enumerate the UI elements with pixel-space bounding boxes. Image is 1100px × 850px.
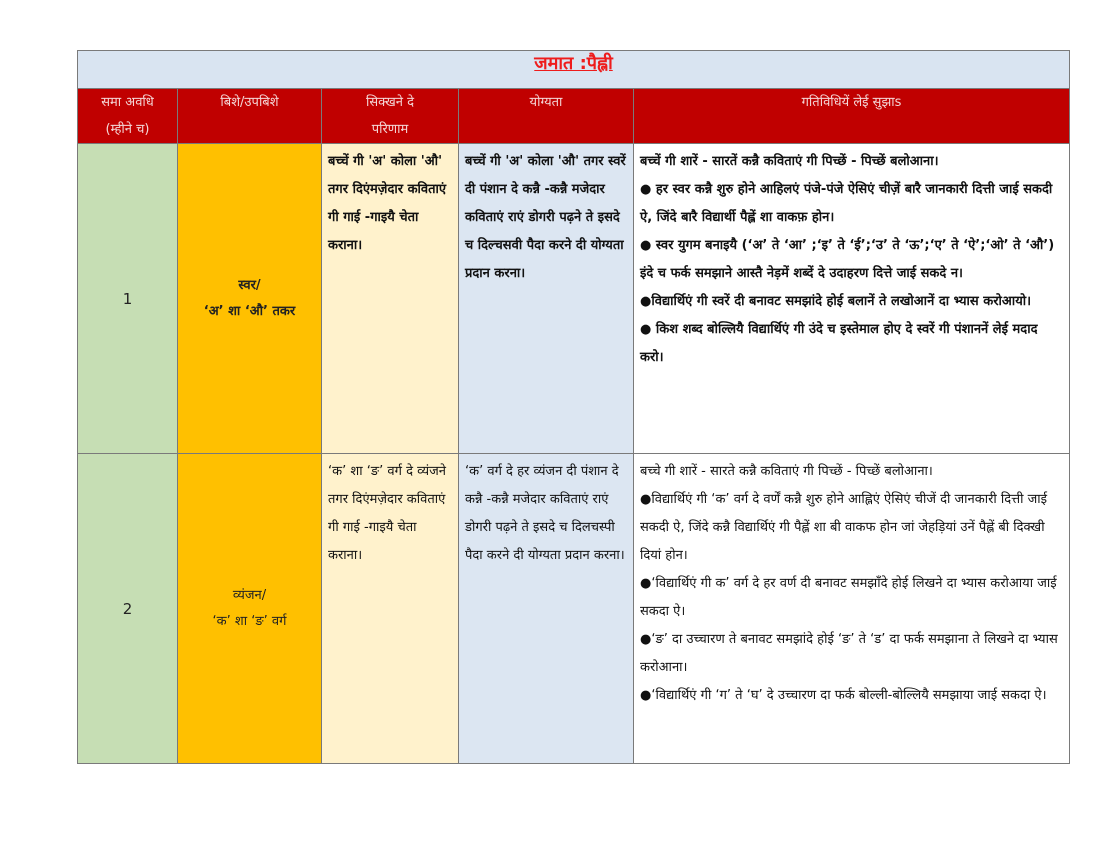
curriculum-table (77, 50, 1070, 764)
table-row (78, 144, 1070, 454)
header-activities: गतिविधियें लेई सुझाs (634, 89, 1070, 144)
activity-item: ●विद्यार्थिएं गी ‘क’ वर्ग दे वर्णें कन्नै शुरु होने आह्लिएं ऐसिएं चीजें दी जानकारी दित्ती जाई सकदी ऐ, जिंदे कन्नै विद्यार्थिएं गी पैह्लें शा बी वाकफ होन जां जेहड़ियां उनें पैह्लें बी दिक्खी दियां होन। (640, 492, 1048, 563)
header-duration-line1: समा अवधि (101, 95, 154, 110)
ability-cell: ‘क’ वर्ग दे हर व्यंजन दी पंशान दे कन्नै -कन्नै मजेदार कविताएं राएं डोगरी पढ़ने ते इसदे च दिलचस्पी पैदा करने दी योग्यता प्रदान करना। (459, 454, 634, 764)
topic-line1: स्वर/ (238, 277, 261, 293)
header-duration-line2: (म्हीने च) (105, 122, 150, 137)
activity-item: बच्चे गी शारें - सारते कन्नै कविताएं गी पिच्छें - पिच्छें बलोआना। (640, 464, 933, 479)
duration-cell: 1 (78, 144, 178, 454)
header-outcomes-line1: सिक्खने दे (365, 95, 415, 110)
activity-item: ● स्वर युगम बनाइयै (‘अ’ ते ‘आ’ ;‘इ’ ते ‘ई’;‘उ’ ते ‘ऊ’;‘ए’ ते ‘ऐ’;‘ओ’ ते ‘औ’) इंदे च फर्क समझाने आस्तै नेड़में शब्दें दे उदाहरण दित्ते जाई सकदे न। (640, 238, 1055, 281)
header-topic: बिशे/उपबिशे (178, 89, 322, 144)
activities-cell (634, 454, 1070, 764)
topic-cell (178, 454, 322, 764)
table-row (78, 454, 1070, 764)
activity-item: ● हर स्वर कन्नै शुरु होने आहिलएं पंजे-पंजे ऐसिएं चीज़ें बारै जानकारी दित्ती जाई सकदी ऐ, जिंदे बारै विद्यार्थी पैह्लें शा वाकफ़ होन। (640, 182, 1053, 225)
activity-item: बच्चें गी शारें - सारतें कन्नै कविताएं गी पिच्छें - पिच्छें बलोआना। (640, 154, 939, 169)
title-cell (78, 51, 1070, 89)
header-outcomes (322, 89, 459, 144)
topic-line2: ‘क’ शा ‘ङ’ वर्ग (212, 613, 287, 629)
class-title: जमात :पैह्ली (534, 53, 613, 74)
activity-item: ●‘ङ’ दा उच्चारण ते बनावट समझांदे होई ‘ङ’ ते ‘ड’ दा फर्क समझाना ते लिखने दा भ्यास करोआना। (640, 632, 1058, 675)
topic-line1: व्यंजन/ (232, 587, 267, 603)
topic-cell (178, 144, 322, 454)
activity-item: ●विद्यार्थिएं गी स्वरें दी बनावट समझांदे होई बलानें ते लखोआनें दा भ्यास करोआयो। (640, 294, 1032, 309)
activities-cell (634, 144, 1070, 454)
duration-cell: 2 (78, 454, 178, 764)
header-ability: योग्यता (459, 89, 634, 144)
outcomes-cell: ‘क’ शा ‘ङ’ वर्ग दे व्यंजने तगर दिएंमज़ेदार कविताएं गी गाई -गाइयै चेता कराना। (322, 454, 459, 764)
ability-cell: बच्चें गी 'अ' कोला 'औ' तगर स्वरें दी पंशान दे कन्नै -कन्नै मजेदार कविताएं राएं डोगरी पढ़ने ते इसदे च दिल्चसवी पैदा करने दी योग्यता प्रदान करना। (459, 144, 634, 454)
topic-line2: ‘अ’ शा ‘औ’ तकर (203, 303, 296, 319)
activity-item: ●‘विद्यार्थिएं गी क’ वर्ग दे हर वर्ण दी बनावट समझाँदे होई लिखने दा भ्यास करोआया जाई सकदा ऐ। (640, 576, 1057, 619)
activity-item: ● किश शब्द बोल्लियै विद्यार्थिएं गी उंदे च इस्तेमाल होए दे स्वरें गी पंशाननें लेई मदाद करो। (640, 322, 1038, 365)
title-row (78, 51, 1070, 89)
outcomes-cell: बच्चें गी 'अ' कोला 'औ' तगर दिएंमज़ेदार कविताएं गी गाई -गाइयै चेता कराना। (322, 144, 459, 454)
activity-item: ●‘विद्यार्थिएं गी ‘ग’ ते ‘घ’ दे उच्चारण दा फर्क बोल्ली-बोल्लियै समझाया जाई सकदा ऐ। (640, 688, 1047, 703)
header-row (78, 89, 1070, 144)
header-outcomes-line2: परिणाम (371, 122, 409, 137)
header-duration (78, 89, 178, 144)
